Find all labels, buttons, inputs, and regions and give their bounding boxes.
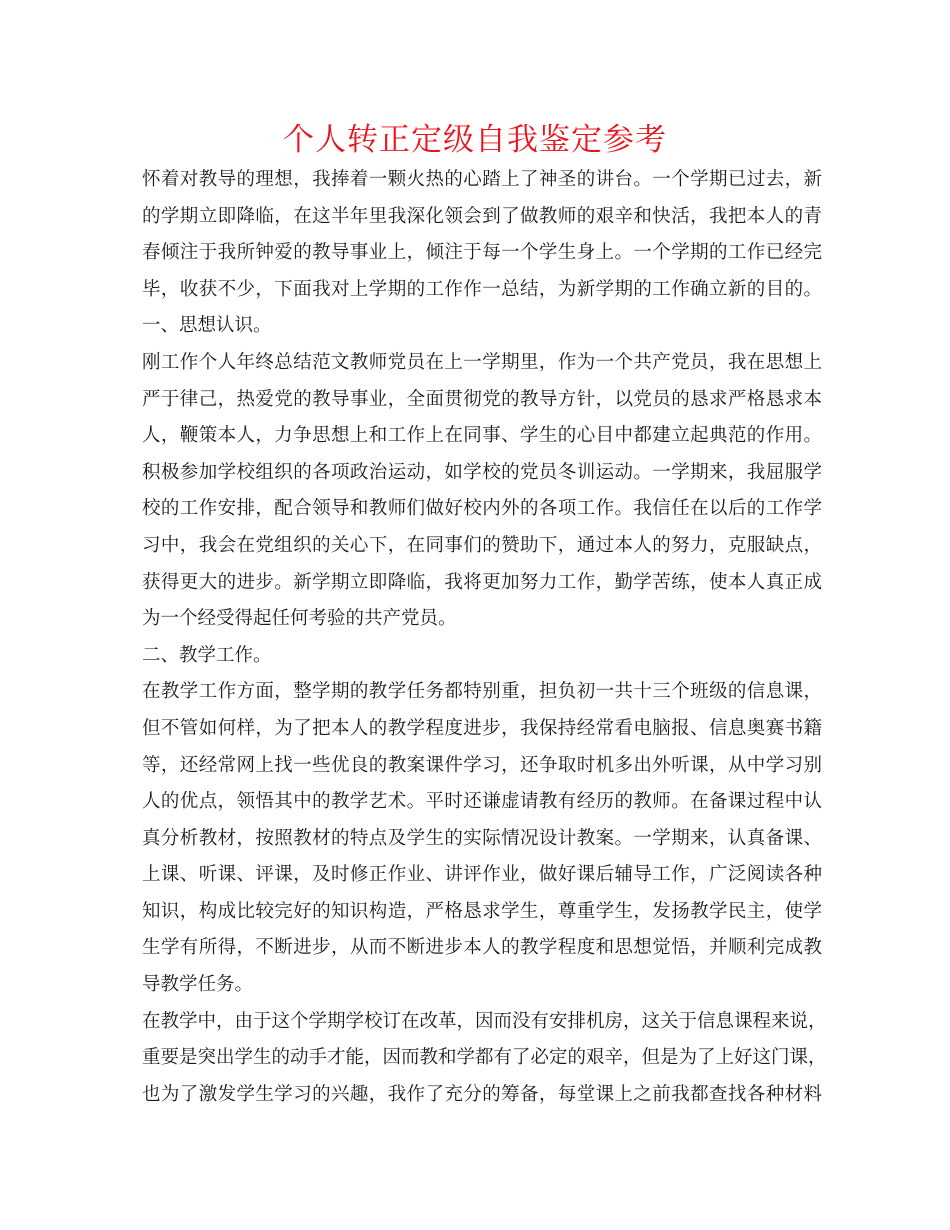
text-line: 习中，我会在党组织的关心下，在同事们的赞助下，通过本人的努力，克服缺点， xyxy=(142,534,822,556)
text-line: 人，鞭策本人，力争思想上和工作上在同事、学生的心目中都建立起典范的作用。 xyxy=(142,425,822,447)
text-line: 真分析教材，按照教材的特点及学生的实际情况设计教案。一学期来，认真备课、 xyxy=(142,827,822,849)
text-line: 积极参加学校组织的各项政治运动，如学校的党员冬训运动。一学期来，我屈服学 xyxy=(142,461,822,483)
document-body xyxy=(142,162,827,1113)
section-heading: 二、教学工作。 xyxy=(142,644,272,666)
text-line: 在教学工作方面，整学期的教学任务都特别重，担负初一共十三个班级的信息课， xyxy=(142,681,822,703)
text-line: 人的优点，领悟其中的教学艺术。平时还谦虚请教有经历的教师。在备课过程中认 xyxy=(142,791,822,813)
text-line: 但不管如何样，为了把本人的教学程度进步，我保持经常看电脑报、信息奥赛书籍 xyxy=(142,717,822,739)
text-line: 在教学中，由于这个学期学校订在改革，因而没有安排机房，这关于信息课程来说， xyxy=(142,1010,827,1032)
text-line: 的学期立即降临，在这半年里我深化领会到了做教师的艰辛和快活，我把本人的青 xyxy=(142,205,822,227)
text-line: 知识，构成比较完好的知识构造，严格恳求学生，尊重学生，发扬教学民主，使学 xyxy=(142,900,822,922)
text-line: 校的工作安排，配合领导和教师们做好校内外的各项工作。我信任在以后的工作学 xyxy=(142,498,822,520)
text-line: 为一个经受得起任何考验的共产党员。 xyxy=(142,608,457,630)
text-line: 春倾注于我所钟爱的教导事业上，倾注于每一个学生身上。一个学期的工作已经完 xyxy=(142,242,822,264)
text-line: 重要是突出学生的动手才能，因而教和学都有了必定的艰辛，但是为了上好这门课， xyxy=(142,1047,827,1069)
text-line: 也为了激发学生学习的兴趣，我作了充分的筹备，每堂课上之前我都查找各种材料 xyxy=(142,1083,822,1105)
document-title: 个人转正定级自我鉴定参考 xyxy=(283,122,667,158)
section-heading: 一、思想认识。 xyxy=(142,315,272,337)
text-line: 毕，收获不少，下面我对上学期的工作作一总结，为新学期的工作确立新的目的。 xyxy=(142,278,822,300)
text-line: 导教学任务。 xyxy=(142,974,254,996)
text-line: 怀着对教导的理想，我捧着一颗火热的心踏上了神圣的讲台。一个学期已过去，新 xyxy=(142,169,822,190)
text-line: 刚工作个人年终总结范文教师党员在上一学期里，作为一个共产党员，我在思想上 xyxy=(142,351,822,373)
text-line: 严于律己，热爱党的教导事业，全面贯彻党的教导方针，以党员的恳求严格恳求本 xyxy=(142,388,822,410)
text-line: 获得更大的进步。新学期立即降临，我将更加努力工作，勤学苦练，使本人真正成 xyxy=(142,571,822,593)
text-line: 等，还经常网上找一些优良的教案课件学习，还争取时机多出外听课，从中学习别 xyxy=(142,754,822,776)
text-line: 生学有所得，不断进步，从而不断进步本人的教学程度和思想觉悟，并顺利完成教 xyxy=(142,937,822,959)
text-line: 上课、听课、评课，及时修正作业、讲评作业，做好课后辅导工作，广泛阅读各种 xyxy=(142,864,822,886)
